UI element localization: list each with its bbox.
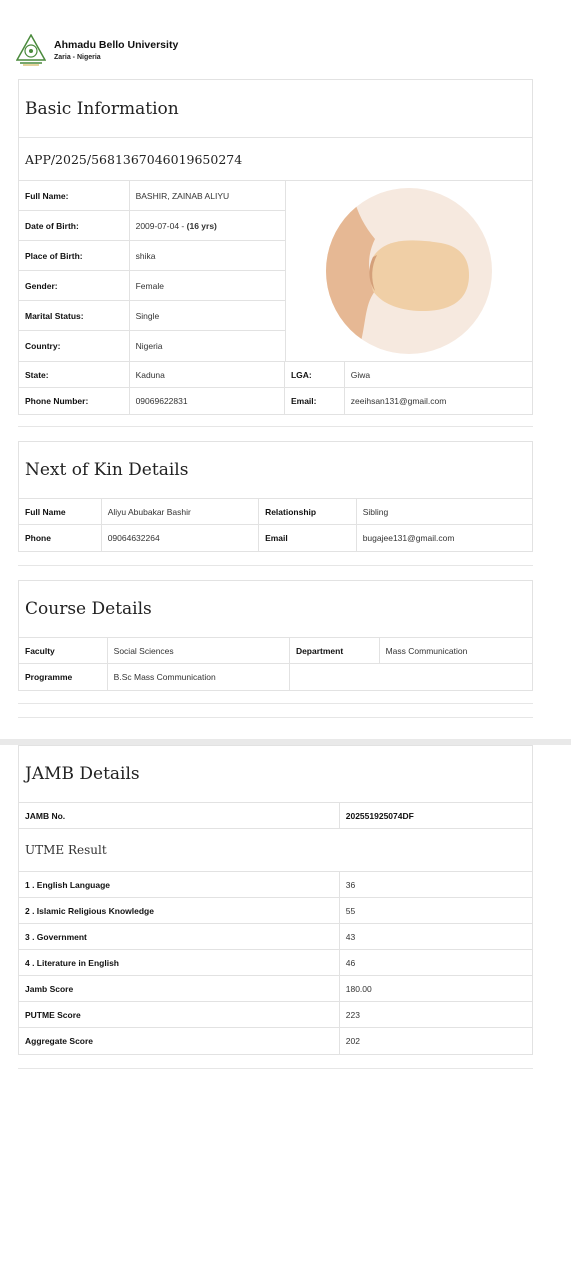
basic-information-title: Basic Information (19, 80, 532, 138)
aggregate-score-value: 202 (345, 1036, 360, 1046)
state-value: Kaduna (130, 362, 285, 387)
subject-3-name: 3 . Government (19, 924, 340, 949)
kin-name-value: Aliyu Abubakar Bashir (102, 499, 259, 524)
kin-email-value: bugajee131@gmail.com (362, 533, 455, 543)
putme-score-label: PUTME Score (19, 1002, 340, 1027)
pob-label: Place of Birth: (19, 241, 130, 270)
kin-email-label: Email (259, 525, 357, 551)
department-label: Department (290, 638, 380, 663)
age-value: (16 yrs) (186, 220, 217, 231)
dob-label: Date of Birth: (19, 211, 130, 240)
faculty-label: Faculty (19, 638, 108, 663)
jamb-no-label: JAMB No. (19, 803, 340, 828)
jamb-score-value: 180.00 (345, 983, 372, 994)
aggregate-score-label: Aggregate Score (19, 1028, 340, 1054)
kin-phone-value: 09064632264 (102, 525, 259, 551)
country-value: Nigeria (135, 341, 163, 351)
kin-relationship-label: Relationship (259, 499, 357, 524)
university-header (16, 32, 178, 68)
lga-value: Giwa (350, 369, 371, 380)
avatar-icon (323, 187, 495, 355)
jamb-details-title: JAMB Details (19, 746, 532, 803)
jamb-no-value: 202551925074DF (345, 810, 414, 821)
putme-score-value: 223 (345, 1009, 360, 1020)
empty-cell (290, 664, 532, 690)
subject-4-score: 46 (345, 957, 356, 968)
divider (18, 717, 533, 718)
basic-information-section (18, 79, 533, 415)
subject-1-score: 36 (345, 879, 356, 890)
subject-4-name: 4 . Literature in English (19, 950, 340, 975)
programme-label: Programme (19, 664, 108, 690)
gender-value: Female (135, 280, 164, 291)
faculty-value: Social Sciences (108, 638, 290, 663)
divider (18, 565, 533, 566)
phone-label: Phone Number: (19, 388, 130, 414)
kin-name-label: Full Name (19, 499, 102, 524)
dob-field (130, 211, 285, 240)
divider (18, 703, 533, 704)
next-of-kin-section (18, 441, 533, 552)
state-label: State: (19, 362, 130, 387)
subject-2-name: 2 . Islamic Religious Knowledge (19, 898, 340, 923)
country-label: Country: (19, 331, 130, 361)
kin-phone-label: Phone (19, 525, 102, 551)
email-value: zeeihsan131@gmail.com (350, 396, 447, 406)
full-name-label: Full Name: (19, 181, 130, 210)
programme-value: B.Sc Mass Communication (108, 664, 290, 690)
jamb-details-section (18, 745, 533, 1055)
university-logo-icon (16, 34, 46, 66)
jamb-score-label: Jamb Score (19, 976, 340, 1001)
kin-relationship-value: Sibling (362, 506, 389, 517)
utme-result-title: UTME Result (25, 843, 107, 857)
department-value: Mass Communication (385, 645, 468, 656)
course-details-section (18, 580, 533, 691)
next-of-kin-title: Next of Kin Details (19, 442, 532, 499)
course-details-title: Course Details (19, 581, 532, 638)
gender-label: Gender: (19, 271, 130, 300)
divider (18, 1068, 533, 1069)
email-label: Email: (285, 388, 345, 414)
university-name: Ahmadu Bello University (54, 39, 179, 51)
passport-photo (286, 181, 532, 361)
pob-value: shika (135, 250, 156, 261)
subject-1-name: 1 . English Language (19, 872, 340, 897)
divider (18, 426, 533, 427)
application-number: APP/2025/5681367046019650274 (19, 138, 532, 181)
marital-label: Marital Status: (19, 301, 130, 330)
subject-3-score: 43 (345, 931, 356, 942)
subject-2-score: 55 (345, 905, 356, 916)
university-location: Zaria - Nigeria (54, 54, 101, 61)
full-name-value: BASHIR, ZAINAB ALIYU (135, 190, 230, 201)
marital-value: Single (135, 310, 160, 321)
dob-value: 2009-07-04 - (135, 220, 185, 231)
lga-label: LGA: (285, 362, 345, 387)
phone-value: 09069622831 (130, 388, 285, 414)
